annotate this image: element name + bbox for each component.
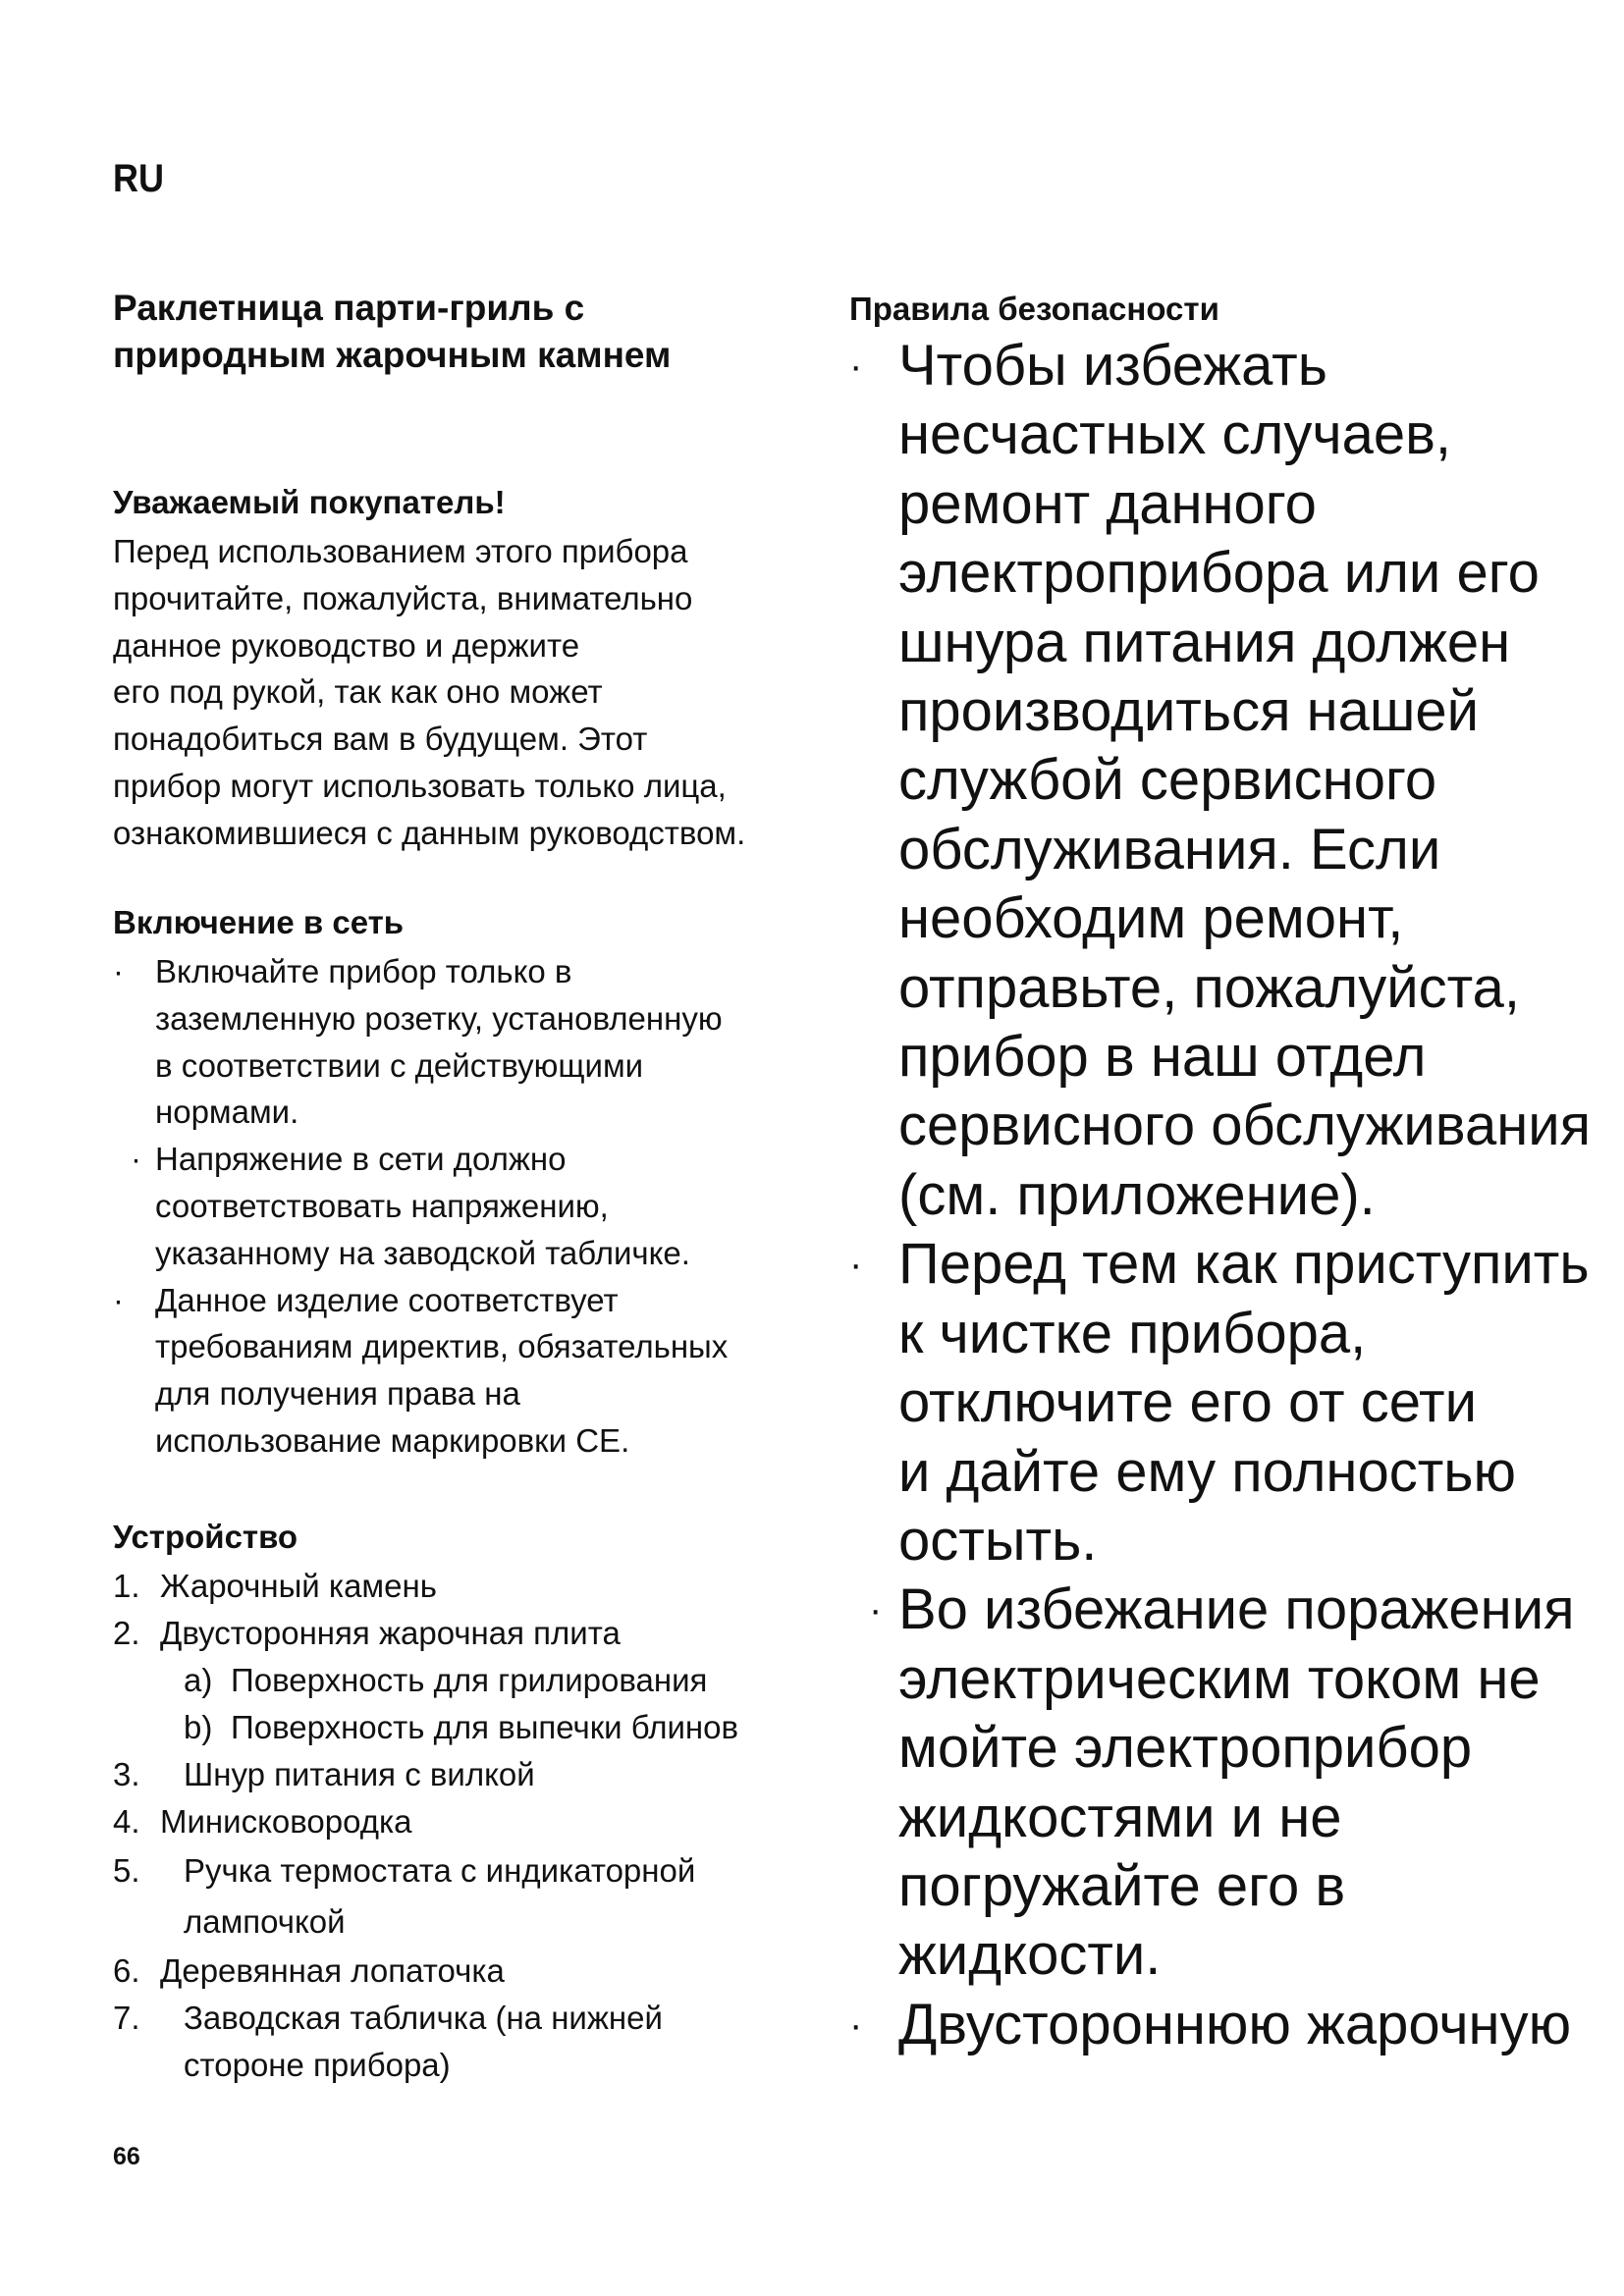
bullet-icon: · <box>113 953 124 989</box>
safety-heading: Правила безопасности <box>849 291 1219 327</box>
list-item-line: указанному на заводской табличке. <box>155 1234 690 1271</box>
list-item-line: погружайте его в <box>898 1853 1346 1918</box>
list-item <box>113 1751 820 1798</box>
list-item <box>113 1798 820 1845</box>
document-title <box>113 285 781 379</box>
item-number: 6. <box>113 1952 140 1989</box>
list-item-line: заземленную розетку, установленную <box>155 999 723 1037</box>
list-item-line: остыть. <box>898 1508 1098 1573</box>
list-item-line: несчастных случаев, <box>898 402 1452 467</box>
list-item-line: требованиям директив, обязательных <box>155 1328 729 1365</box>
list-item-line: службой сервисного <box>898 748 1437 813</box>
power-list <box>113 948 820 1465</box>
list-item-line: мойте электроприбор <box>898 1716 1473 1781</box>
item-text-continued: лампочкой <box>184 1903 346 1940</box>
power-heading: Включение в сеть <box>113 904 405 940</box>
list-item <box>113 1563 820 1610</box>
item-number: 2. <box>113 1615 140 1651</box>
item-text: Поверхность для выпечки блинов <box>231 1709 738 1745</box>
item-text-continued: стороне прибора) <box>184 2047 451 2083</box>
list-item-line: электроприбора или его <box>898 541 1540 606</box>
item-number: a) <box>184 1662 213 1698</box>
intro-section <box>113 483 820 857</box>
list-item-line: жидкости. <box>898 1923 1162 1988</box>
list-item-line: нормами. <box>155 1094 299 1131</box>
list-item-line: в соответствии с действующими <box>155 1046 644 1084</box>
item-number: 4. <box>113 1803 140 1840</box>
list-item <box>113 1610 820 1657</box>
intro-line: данное руководство и держите <box>113 626 580 664</box>
list-item <box>113 1277 820 1465</box>
bullet-icon: · <box>113 1281 124 1318</box>
list-item-line: Чтобы избежать <box>898 334 1327 398</box>
intro-line: его под рукой, так как оно может <box>113 673 603 711</box>
item-text: Поверхность для грилирования <box>231 1662 708 1698</box>
power-section <box>113 903 820 1465</box>
list-item-line: Во избежание поражения <box>898 1577 1575 1642</box>
list-item <box>849 1991 1615 2059</box>
list-item-line: Включайте прибор только в <box>155 953 572 989</box>
list-item-line: жидкостями и не <box>898 1785 1342 1849</box>
device-section <box>113 1518 820 2089</box>
list-item-line: для получения права на <box>155 1375 520 1413</box>
list-item <box>113 1845 820 1948</box>
item-text: Шнур питания с вилкой <box>184 1756 535 1792</box>
bullet-icon: · <box>131 1141 141 1178</box>
intro-line: прибор могут использовать только лица, <box>113 767 727 804</box>
list-item-line: Данное изделие соответствует <box>155 1281 619 1318</box>
language-code: RU <box>113 157 165 200</box>
list-item-line: использование маркировки CE. <box>155 1421 630 1459</box>
intro-line: прочитайте, пожалуйста, внимательно <box>113 579 693 616</box>
list-item <box>113 1704 820 1751</box>
intro-line: понадобиться вам в будущем. Этот <box>113 721 648 758</box>
device-heading: Устройство <box>113 1519 298 1555</box>
list-item <box>113 948 820 1136</box>
list-item-line: к чистке прибора, <box>898 1301 1367 1365</box>
list-item <box>113 1657 820 1704</box>
list-item-line: сервисного обслуживания <box>898 1094 1592 1158</box>
bullet-icon: · <box>849 2002 863 2047</box>
list-item-line: ремонт данного <box>898 471 1317 536</box>
list-item <box>849 1230 1615 1575</box>
intro-line: Перед использованием этого прибора <box>113 533 688 569</box>
bullet-icon: · <box>869 1588 883 1632</box>
item-text: Минисковородка <box>160 1803 412 1840</box>
list-item-line: электрическим током не <box>898 1646 1541 1711</box>
list-item <box>113 1136 820 1276</box>
list-item-line: Перед тем как приступить <box>898 1232 1590 1297</box>
intro-paragraph <box>113 528 820 857</box>
list-item-line: шнура питания должен <box>898 610 1511 674</box>
list-item-line: отправьте, пожалуйста, <box>898 955 1520 1020</box>
bullet-icon: · <box>849 1243 863 1287</box>
item-number: 1. <box>113 1568 140 1604</box>
bullet-icon: · <box>849 345 863 388</box>
list-item <box>113 1995 820 2089</box>
item-number: 5. <box>113 1852 140 1889</box>
list-item-line: соответствовать напряжению, <box>155 1187 609 1224</box>
list-item-line: и дайте ему полностью <box>898 1439 1516 1504</box>
item-number: 7. <box>113 2000 140 2036</box>
item-text: Двусторонняя жарочная плита <box>160 1615 621 1651</box>
page-number: 66 <box>113 2143 140 2170</box>
list-item-line: прибор в наш отдел <box>898 1025 1427 1090</box>
intro-heading: Уважаемый покупатель! <box>113 484 506 520</box>
list-item <box>113 1948 820 1995</box>
list-item-line: отключите его от сети <box>898 1370 1478 1435</box>
list-item <box>849 1575 1615 1990</box>
list-item-line: Напряжение в сети должно <box>155 1141 567 1178</box>
list-item-line: производиться нашей <box>898 679 1480 744</box>
intro-line: ознакомившиеся с данным руководством. <box>113 814 746 851</box>
list-item <box>849 332 1615 1230</box>
safety-list <box>849 332 1615 2059</box>
list-item-line: (см. приложение). <box>898 1162 1376 1227</box>
item-number: 3. <box>113 1756 140 1792</box>
item-text: Ручка термостата с индикаторной <box>184 1852 696 1889</box>
item-text: Заводская табличка (на нижней <box>184 2000 663 2036</box>
title-line: Раклетница парти-гриль с <box>113 288 585 328</box>
list-item-line: Двустороннюю жарочную <box>898 1992 1572 2056</box>
list-item-line: необходим ремонт, <box>898 886 1404 951</box>
list-item-line: обслуживания. Если <box>898 817 1441 881</box>
title-line: природным жарочным камнем <box>113 335 672 375</box>
device-parts-list <box>113 1563 820 2089</box>
item-text: Деревянная лопаточка <box>160 1952 505 1989</box>
item-number: b) <box>184 1709 213 1745</box>
item-text: Жарочный камень <box>160 1568 437 1604</box>
